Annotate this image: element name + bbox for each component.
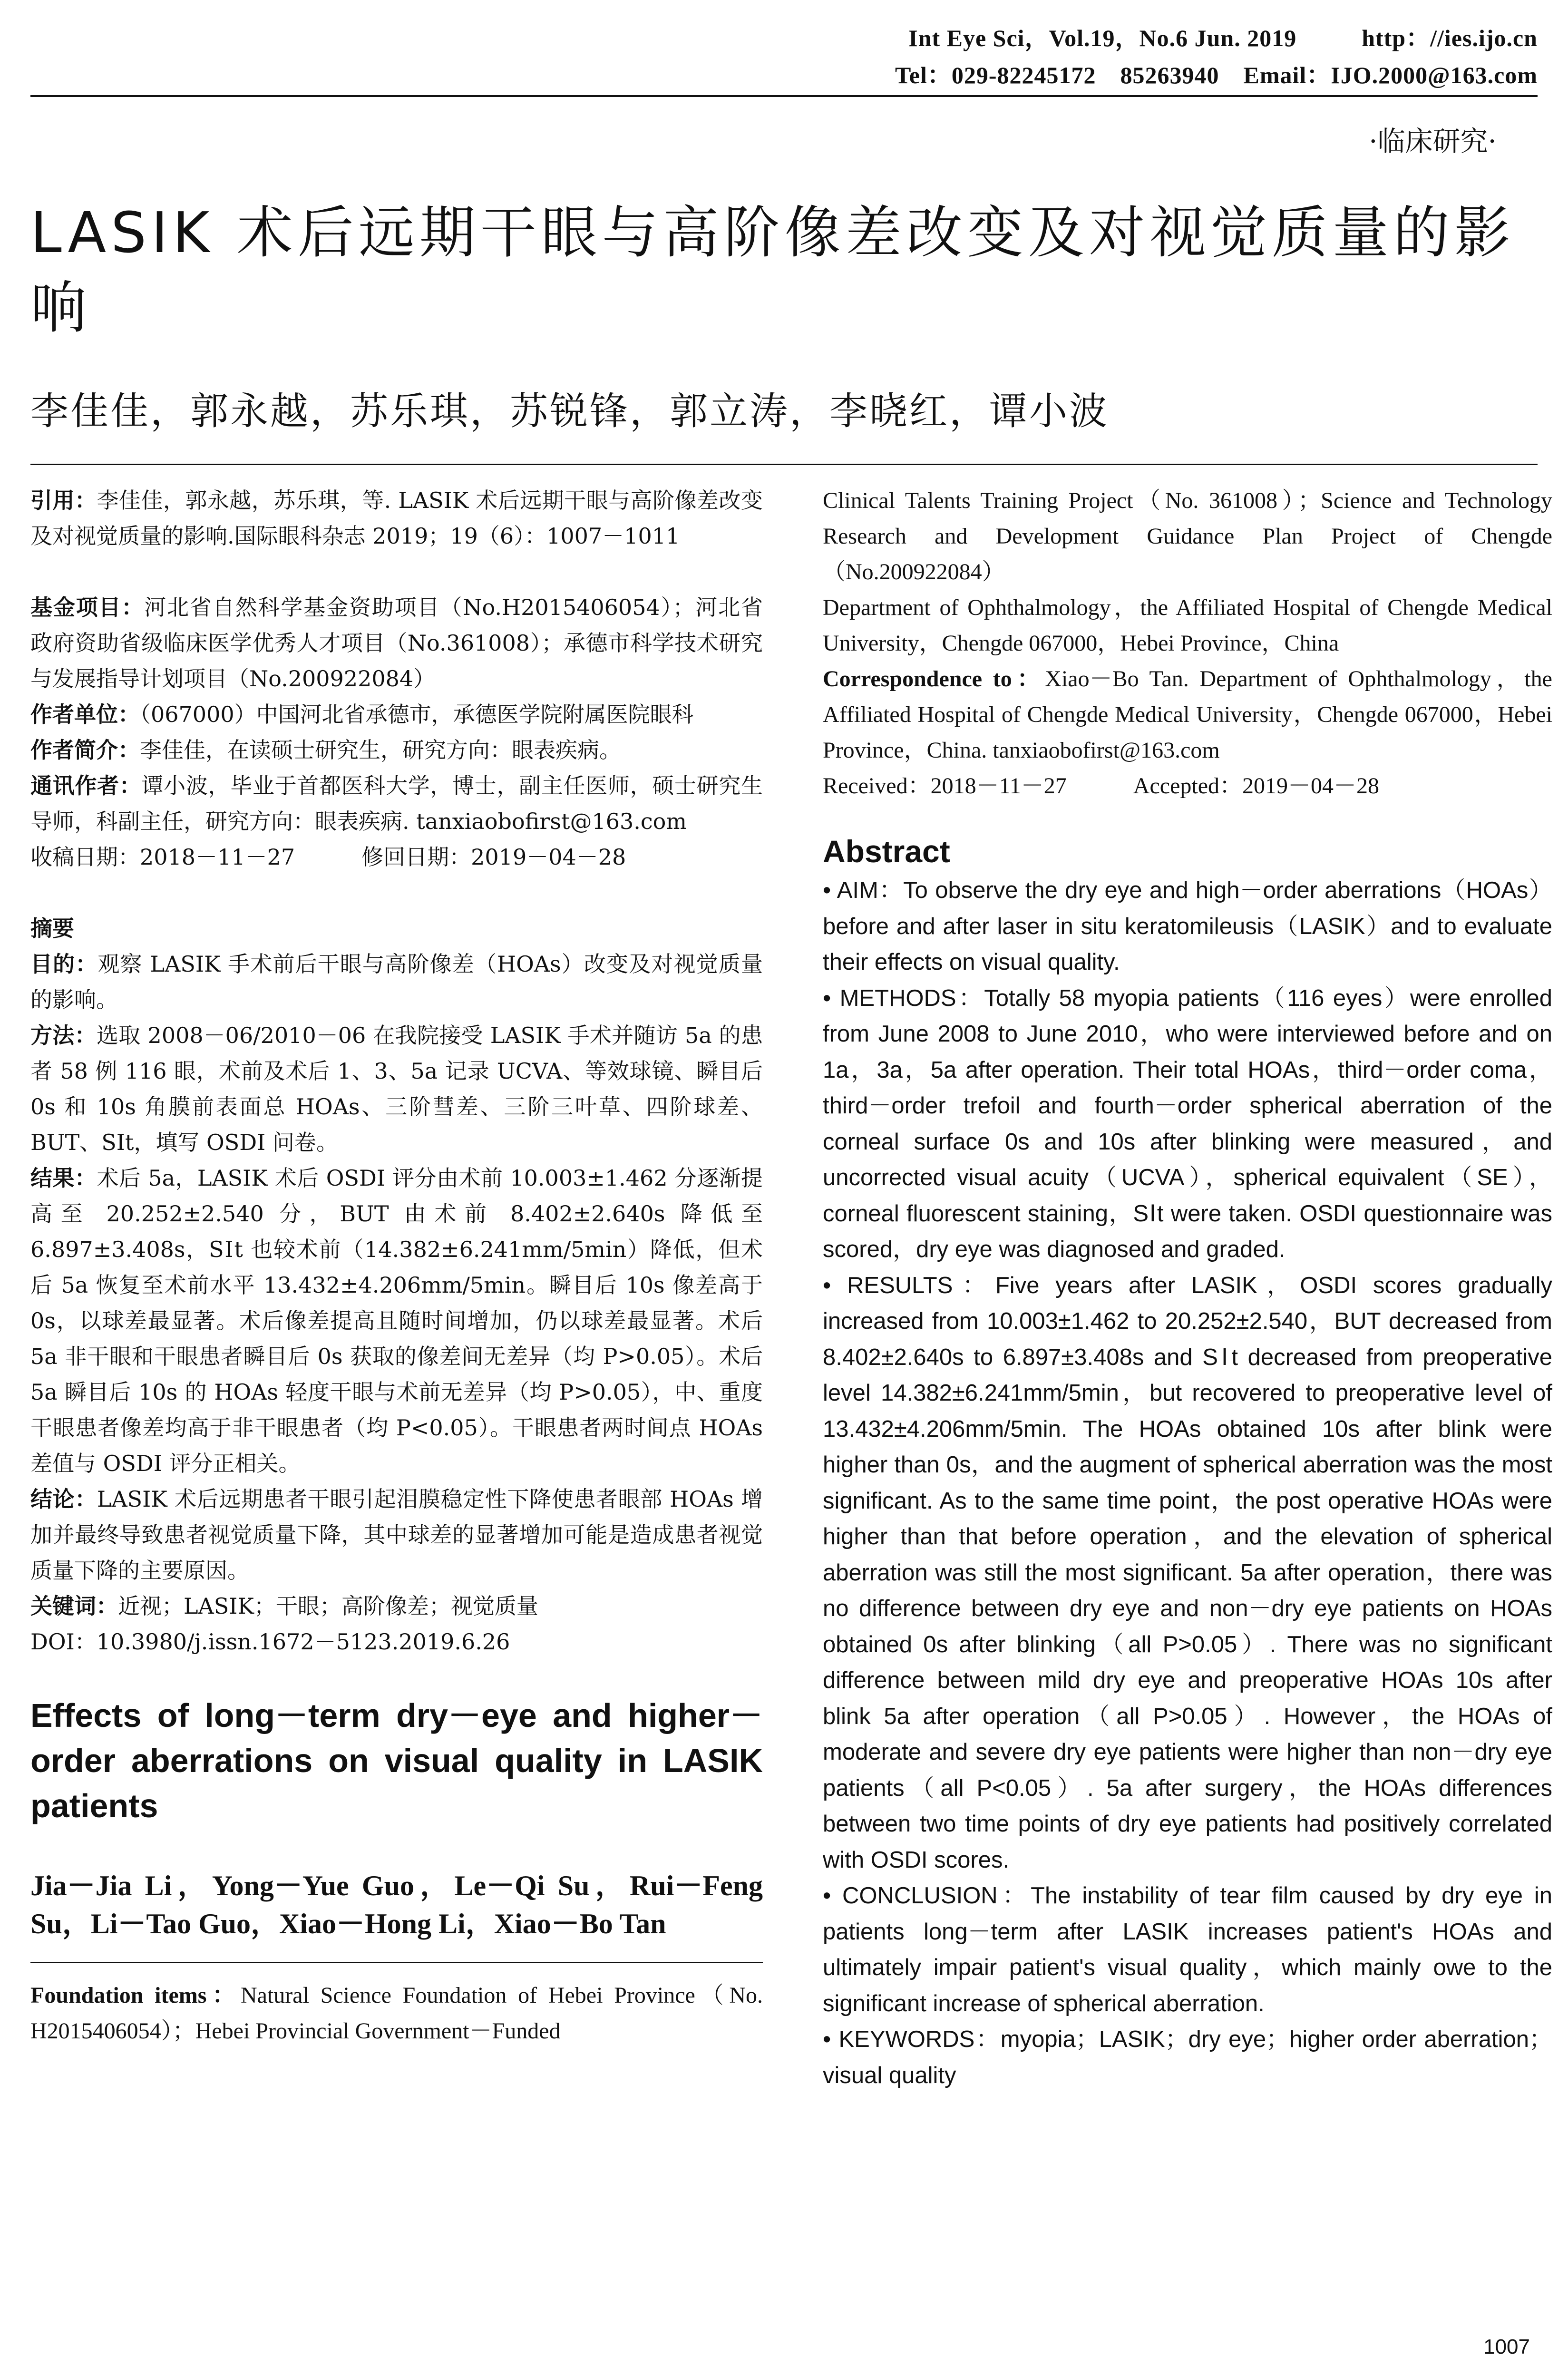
author-list-en: Jia－Jia Li，Yong－Yue Guo，Le－Qi Su，Rui－Feng Su，Li－Tao Guo，Xiao－Hong Li，Xiao－Bo Tan bbox=[30, 1870, 763, 1939]
author-bio: 作者简介：李佳佳，在读硕士研究生，研究方向：眼表疾病。 bbox=[30, 737, 621, 763]
author-list-cn: 李佳佳，郭永越，苏乐琪，苏锐锋，郭立涛，李晓红，谭小波 bbox=[30, 389, 1109, 433]
corresponding-author: 通讯作者：谭小波，毕业于首都医科大学，博士，副主任医师，硕士研究生导师，科副主任，研究方向：眼表疾病. tanxiaobofirst@163.com bbox=[30, 773, 763, 834]
left-column bbox=[30, 483, 763, 2049]
page-number: 1007 bbox=[1483, 2335, 1530, 2358]
abstract-methods-cn: 方法：选取 2008－06/2010－06 在我院接受 LASIK 手术并随访 5a 的患者 58 例 116 眼，术前及术后 1、3、5a 记录 UCVA、等效球镜、瞬目后 0s 和 10s 角膜前表面总 HOAs、三阶彗差、三阶三叶草、四阶球差、BUT、SⅠt，填写 OSDI 问卷。 bbox=[30, 1023, 763, 1155]
author-unit: 作者单位：（067000）中国河北省承德市，承德医学院附属医院眼科 bbox=[30, 701, 694, 727]
right-column bbox=[823, 483, 1552, 2094]
abstract-results-cn: 结果：术后 5a，LASIK 术后 OSDI 评分由术前 10.003±1.462 分逐渐提高至 20.252±2.540 分，BUT 由术前 8.402±2.640s 降低至 6.897±3.408s，SⅠt 也较术前（14.382±6.241mm/5min）降低，但术后 5a 恢复至术前水平 13.432±4.206mm/5min。瞬目后 10s 像差高于 0s，以球差最显著。术后像差提高且随时间增加，仍以球差最显著。术后 5a 非干眼和干眼患者瞬目后 0s 获取的像差间无差异（均 P>0.05）。术后 5a 瞬目后 10s 的 HOAs 轻度干眼与术前无差异（均 P>0.05），中、重度干眼患者像差均高于非干眼患者（均 P<0.05）。干眼患者两时间点 HOAs 差值与 OSDI 评分正相关。 bbox=[30, 1165, 763, 1476]
header-rule bbox=[30, 95, 1538, 97]
keywords-en: • KEYWORDS：myopia；LASIK；dry eye；higher order aberration；visual quality bbox=[823, 2026, 1552, 2088]
dates-cn: 收稿日期：2018－11－27 修回日期：2019－04－28 bbox=[30, 844, 626, 870]
abstract-conclusion-cn: 结论：LASIK 术后远期患者干眼引起泪膜稳定性下降使患者眼部 HOAs 增加并最终导致患者视觉质量下降，其中球差的显著增加可能是造成患者视觉质量下降的主要原因。 bbox=[30, 1486, 763, 1583]
affiliation-en: Department of Ophthalmology，the Affiliated Hospital of Chengde Medical University，Chengde 067000，Hebei Province，China bbox=[823, 595, 1552, 656]
abstract-conclusion-en: • CONCLUSION：The instability of tear film caused by dry eye in patients long－term after LASIK increases patient's HOAs and ultimately impair patient's visual quality，which mainly owe to the significant increase of spherical aberration. bbox=[823, 1883, 1552, 2017]
journal-header-line1 bbox=[908, 19, 1538, 53]
keywords-cn: 关键词：近视；LASIK；干眼；高阶像差；视觉质量 bbox=[30, 1593, 538, 1619]
abstract-methods-en: • METHODS：Totally 58 myopia patients（116 eyes）were enrolled from June 2008 to June 2010，who were interviewed before and on 1a，3a，5a after operation. Their total HOAs，third－order coma，third－order trefoil and fourth－order spherical aberration of the corneal surface 0s and 10s after blinking were measured，and uncorrected visual acuity（UCVA），spherical equivalent（SE），corneal fluorescent staining，SⅠt were taken. OSDI questionnaire was scored，dry eye was diagnosed and graded. bbox=[823, 985, 1552, 1262]
citation: 引用：李佳佳，郭永越，苏乐琪，等. LASIK 术后远期干眼与高阶像差改变及对视觉质量的影响.国际眼科杂志 2019；19（6）：1007－1011 bbox=[30, 487, 763, 549]
fund-items: 基金项目：河北省自然科学基金资助项目（No.H2015406054）；河北省政府资助省级临床医学优秀人才项目（No.361008）；承德市科学技术研究与发展指导计划项目（No.200922084） bbox=[30, 594, 763, 692]
section-tag: ·临床研究· bbox=[1369, 125, 1497, 157]
english-title: Effects of long－term dry－eye and higher－order aberrations on visual quality in LASIK patients bbox=[30, 1697, 763, 1824]
foundation-items: Foundation items：Natural Science Foundation of Hebei Province（No. H2015406054）；Hebei Provincial Government－Funded bbox=[30, 1983, 763, 2044]
correspondence-en: Correspondence to：Xiao－Bo Tan. Department of Ophthalmology，the Affiliated Hospital of Chengde Medical University，Chengde 067000，Hebei Province，China. tanxiaobofirst@163.com bbox=[823, 666, 1552, 763]
journal-citation: Int Eye Sci，Vol.19，No.6 Jun. 2019 bbox=[908, 25, 1297, 51]
abstract-aim-cn: 目的：观察 LASIK 手术前后干眼与高阶像差（HOAs）改变及对视觉质量的影响。 bbox=[30, 951, 763, 1013]
abstract-heading-cn: 摘要 bbox=[30, 916, 74, 941]
dates-en: Received：2018－11－27 Accepted：2019－04－28 bbox=[823, 773, 1380, 799]
journal-url[interactable]: http：//ies.ijo.cn bbox=[1362, 25, 1538, 51]
abstract-heading-en: Abstract bbox=[823, 834, 950, 869]
foundation-items-continued: Clinical Talents Training Project（No. 361008）；Science and Technology Research and Development Guidance Plan Project of Chengde（No.200922084） bbox=[823, 488, 1552, 585]
title-rule bbox=[30, 464, 1538, 465]
abstract-aim-en: • AIM：To observe the dry eye and high－order aberrations（HOAs）before and after laser in situ keratomileusis（LASIK）and to evaluate their effects on visual quality. bbox=[823, 877, 1552, 975]
article-title: LASIK 术后远期干眼与高阶像差改变及对视觉质量的影响 bbox=[30, 200, 1515, 341]
doi[interactable]: DOI：10.3980/j.issn.1672－5123.2019.6.26 bbox=[30, 1629, 510, 1655]
abstract-results-en: • RESULTS：Five years after LASIK，OSDI scores gradually increased from 10.003±1.462 to 20.252±2.540，BUT decreased from 8.402±2.640s to 6.897±3.408s and SⅠt decreased from preoperative level 14.382±6.241mm/5min，but recovered to preoperative level of 13.432±4.206mm/5min. The HOAs obtained 10s after blink were higher than 0s，and the augment of spherical aberration was the most significant. As to the same time point，the post operative HOAs were higher than that before operation，and the elevation of spherical aberration was still the most significant. 5a after operation，there was no difference between dry eye and non－dry eye patients on HOAs obtained 0s after blinking（all P>0.05）. There was no significant difference between mild dry eye and preoperative HOAs 10s after blink 5a after operation（all P>0.05）. However，the HOAs of moderate and severe dry eye patients were higher than non－dry eye patients（all P<0.05）. 5a after surgery，the HOAs differences between two time points of dry eye patients had positively correlated with OSDI scores. bbox=[823, 1272, 1552, 1873]
journal-header-line2: Tel：029-82245172 85263940 Email：IJO.2000@163.com bbox=[895, 62, 1538, 88]
